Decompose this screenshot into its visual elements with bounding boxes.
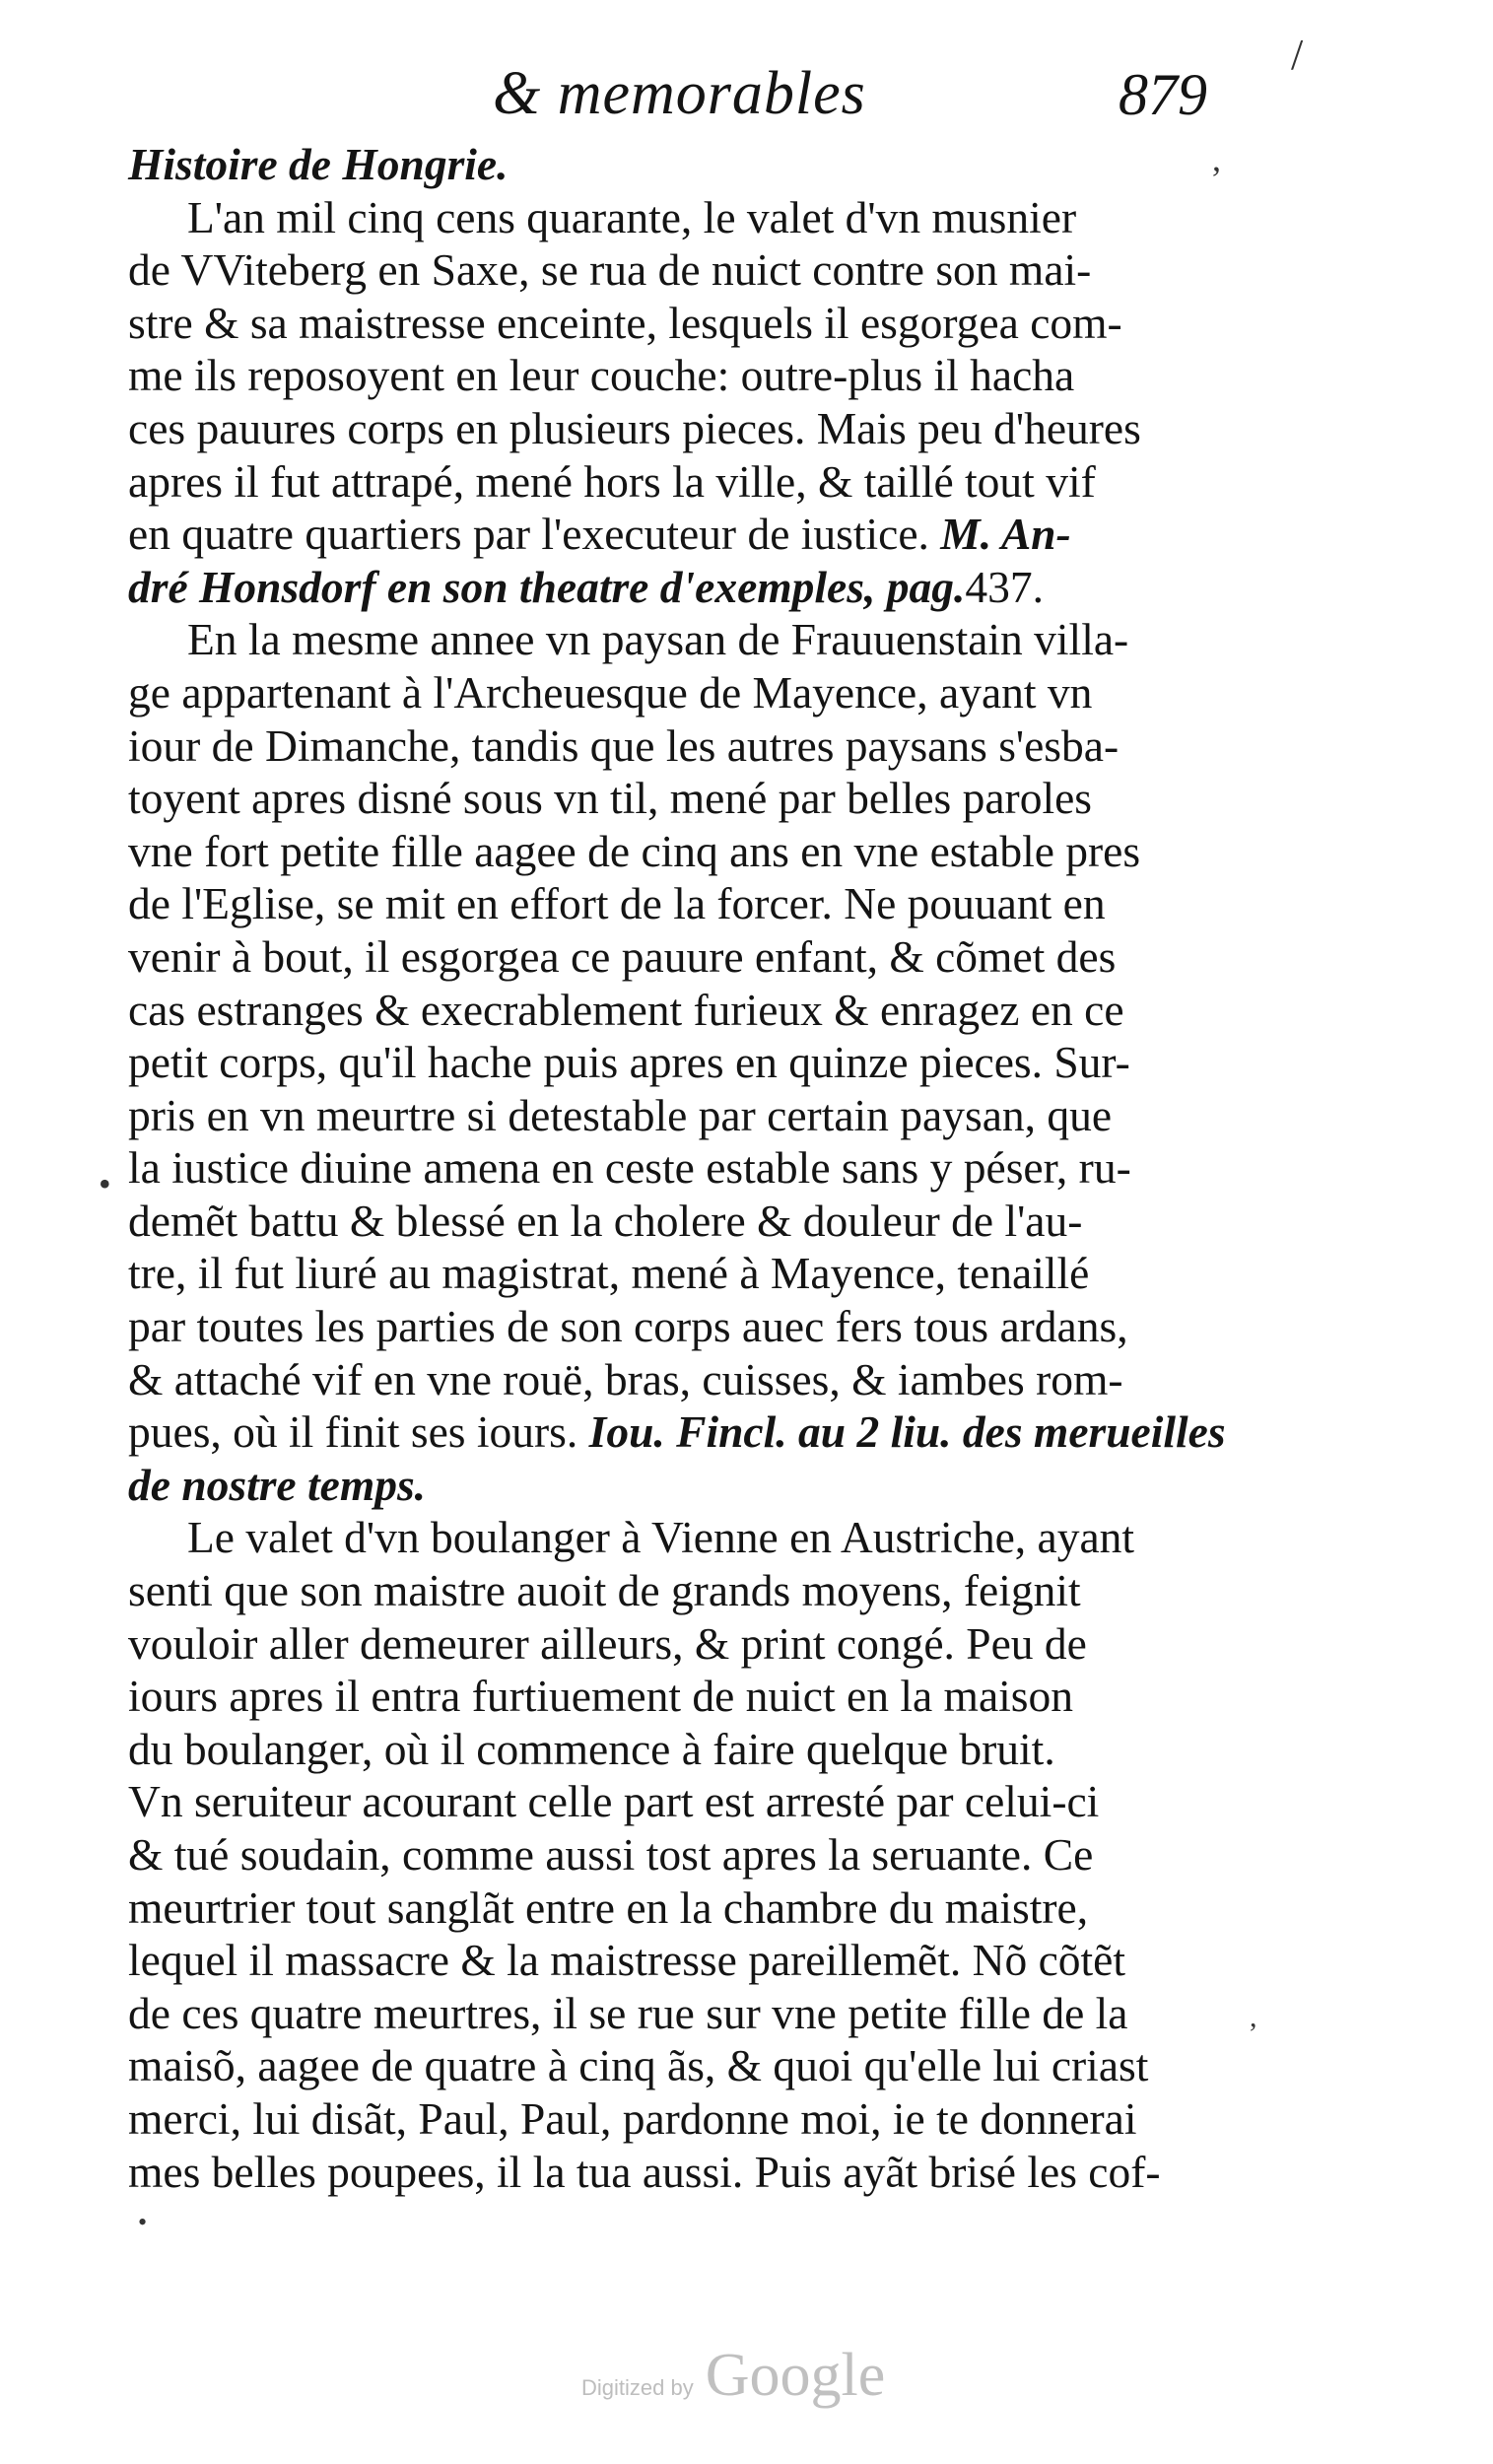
line-text: ces pauures corps en plusieurs pieces. Mais peu d'heures — [128, 402, 1141, 453]
text-line — [128, 984, 1242, 1037]
text-line — [128, 719, 1242, 773]
text-line — [128, 613, 1242, 666]
digitized-by-label: Digitized by — [581, 2375, 694, 2400]
line-text: En la mesme annee vn paysan de Frauuenstain villa- — [187, 614, 1129, 665]
text-line — [128, 455, 1242, 509]
text-line — [128, 191, 1242, 244]
margin-mark: • — [99, 1164, 111, 1203]
text-line — [128, 2039, 1242, 2092]
margin-mark: • — [138, 2208, 148, 2236]
text-line — [128, 1141, 1242, 1195]
line-text: me ils reposoyent en leur couche: outre-plus il hacha — [128, 350, 1075, 401]
text-line — [128, 1987, 1242, 2040]
text-line — [128, 402, 1242, 455]
text-line — [128, 1036, 1242, 1089]
text-line — [128, 349, 1242, 402]
line-text: tre, il fut liuré au magistrat, mené à Mayence, tenaillé — [128, 1248, 1090, 1299]
citation-text: dré Honsdorf en son theatre d'exemples, pag. — [128, 561, 966, 612]
line-text: mes belles poupees, il la tua aussi. Puis ayãt brisé les cof- — [128, 2146, 1161, 2197]
line-text: de ces quatre meurtres, il se rue sur vne petite fille de la — [128, 1987, 1128, 2038]
text-line — [128, 1089, 1242, 1142]
text-line — [128, 877, 1242, 930]
line-text: toyent apres disné sous vn til, mené par belles paroles — [128, 773, 1093, 824]
running-title: & memorables — [493, 60, 866, 127]
text-line — [128, 1934, 1242, 1987]
line-text: par toutes les parties de son corps auec fers tous ardans, — [128, 1301, 1128, 1352]
line-text: senti que son maistre auoit de grands moyens, feignit — [128, 1565, 1081, 1616]
line-text: la iustice diuine amena en ceste estable sans y péser, ru- — [128, 1142, 1131, 1194]
line-text: de l'Eglise, se mit en effort de la forcer. Ne pouuant en — [128, 878, 1106, 929]
line-text: en quatre quartiers par l'executeur de iustice. — [128, 509, 929, 560]
text-line — [128, 1511, 1242, 1564]
text-line — [128, 1617, 1242, 1671]
line-text: meurtrier tout sanglãt entre en la chambre du maistre, — [128, 1882, 1089, 1933]
line-text: apres il fut attrapé, mené hors la ville, & taillé tout vif — [128, 455, 1096, 507]
google-logo: Google — [705, 2342, 886, 2409]
text-line — [128, 1882, 1242, 1935]
text-line — [128, 1723, 1242, 1776]
citation-text: M. An- — [940, 509, 1071, 560]
citation-text: Iou. Fincl. au 2 liu. des merueilles — [588, 1406, 1226, 1458]
line-text: de VViteberg en Saxe, se rua de nuict contre son mai- — [128, 244, 1092, 296]
text-line — [128, 1775, 1242, 1828]
text-line — [128, 2092, 1242, 2146]
line-text: stre & sa maistresse enceinte, lesquels il esgorgea com- — [128, 297, 1122, 348]
line-text: & tué soudain, comme aussi tost apres la seruante. Ce — [128, 1829, 1094, 1880]
line-text: cas estranges & execrablement furieux & enragez en ce — [128, 984, 1124, 1035]
text-line — [128, 1353, 1242, 1406]
text-line — [128, 1459, 1242, 1512]
line-text: merci, lui disãt, Paul, Paul, pardonne moi, ie te donnerai — [128, 2092, 1137, 2144]
line-text: vouloir aller demeurer ailleurs, & print congé. Peu de — [128, 1617, 1087, 1669]
section-title: Histoire de Hongrie. — [128, 139, 509, 189]
line-text: L'an mil cinq cens quarante, le valet d'vn musnier — [187, 191, 1077, 242]
text-line — [128, 666, 1242, 719]
line-text: 437. — [965, 561, 1044, 612]
line-text: pues, où il finit ses iours. — [128, 1406, 578, 1458]
line-text: iours apres il entra furtiuement de nuict en la maison — [128, 1671, 1073, 1722]
line-text: demẽt battu & blessé en la cholere & douleur de l'au- — [128, 1195, 1083, 1246]
line-text: petit corps, qu'il hache puis apres en quinze pieces. Sur- — [128, 1037, 1130, 1088]
line-text: maisõ, aagee de quatre à cinq ãs, & quoi qu'elle lui criast — [128, 2040, 1149, 2091]
margin-mark: , — [1212, 139, 1221, 178]
google-digitized-watermark — [581, 2341, 885, 2411]
text-line — [128, 297, 1242, 350]
text-line — [128, 2146, 1242, 2199]
line-text: venir à bout, il esgorgea ce pauure enfant, & cõmet des — [128, 930, 1117, 982]
text-line — [128, 1195, 1242, 1248]
text-line — [128, 772, 1242, 825]
page-number: 879 — [1119, 62, 1207, 127]
line-text: & attaché vif en vne rouë, bras, cuisses, & iambes rom- — [128, 1353, 1123, 1404]
text-line — [128, 1564, 1242, 1617]
text-line — [128, 930, 1242, 984]
text-line — [128, 561, 1242, 614]
line-text: du boulanger, où il commence à faire quelque bruit. — [128, 1723, 1055, 1774]
text-line — [128, 825, 1242, 878]
line-text: pris en vn meurtre si detestable par certain paysan, que — [128, 1089, 1113, 1140]
margin-mark: , — [1250, 2001, 1257, 2033]
line-text: ge appartenant à l'Archeuesque de Mayence, ayant vn — [128, 666, 1093, 718]
margin-mark: / — [1291, 31, 1304, 79]
citation-text: de nostre temps. — [128, 1459, 427, 1510]
main-text — [128, 138, 1242, 2198]
line-text: Vn seruiteur acourant celle part est arresté par celui-ci — [128, 1776, 1100, 1827]
text-line — [128, 1300, 1242, 1353]
line-text: lequel il massacre & la maistresse pareillemẽt. Nõ cõtẽt — [128, 1935, 1125, 1986]
text-line — [128, 1828, 1242, 1882]
text-line — [128, 1247, 1242, 1300]
line-text: Le valet d'vn boulanger à Vienne en Austriche, ayant — [187, 1512, 1135, 1563]
line-text: vne fort petite fille aagee de cinq ans en vne estable pres — [128, 825, 1141, 876]
text-line — [128, 1670, 1242, 1723]
text-line — [128, 1405, 1242, 1459]
text-line — [128, 508, 1242, 561]
text-line — [128, 243, 1242, 297]
line-text: iour de Dimanche, tandis que les autres paysans s'esba- — [128, 719, 1120, 771]
